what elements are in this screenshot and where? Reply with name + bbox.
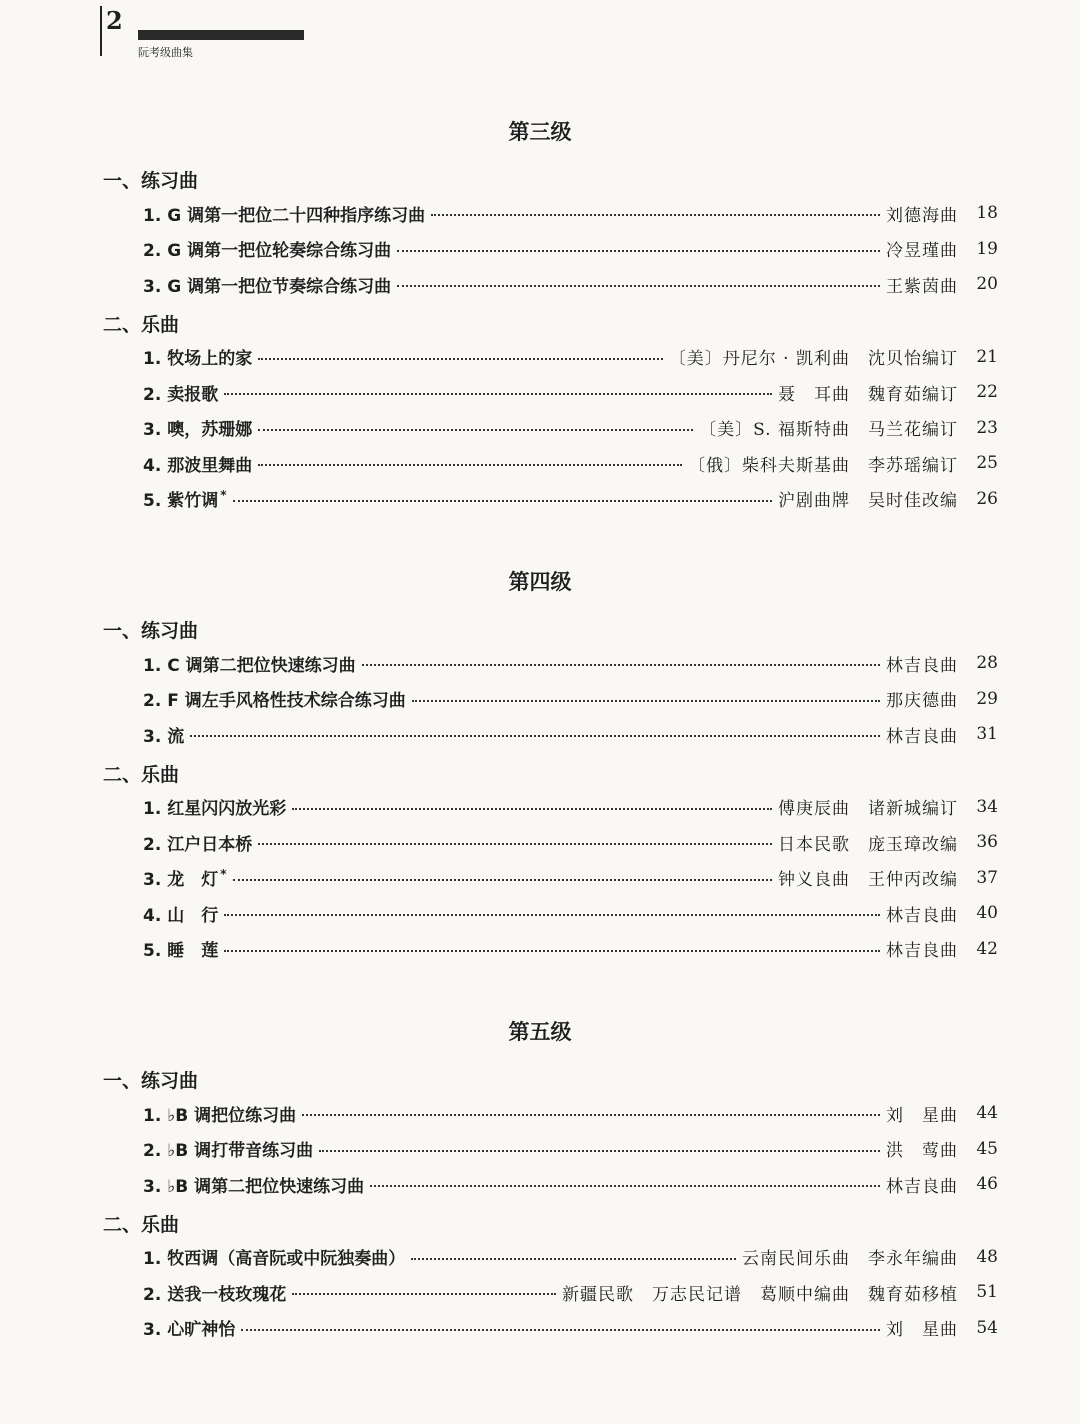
entry-credits	[886, 1101, 958, 1126]
dot-leader	[292, 1293, 556, 1295]
entry-title: 2. 江户日本桥	[143, 834, 253, 855]
credit-text: 〔美〕S. 福斯特曲	[699, 420, 850, 440]
footnote-marker: *	[220, 867, 227, 882]
category-heading: 二、乐曲	[103, 313, 180, 336]
dot-leader	[224, 914, 880, 916]
dot-leader	[233, 879, 773, 881]
credit-text: 王仲丙改编	[868, 870, 958, 890]
level-title: 第四级	[508, 570, 572, 594]
entry-credits	[699, 415, 958, 440]
credit-text: 刘 星曲	[886, 1320, 958, 1340]
dot-leader	[258, 464, 682, 466]
credit-text: 傅庚辰曲	[778, 799, 850, 819]
toc-entry[interactable]	[143, 1170, 998, 1198]
entry-credits	[669, 344, 958, 369]
entry-page-number: 21	[976, 346, 998, 367]
entry-title: 3. 流	[143, 726, 185, 747]
dot-leader	[233, 500, 773, 502]
category-heading: 一、练习曲	[103, 1070, 199, 1092]
entry-page-number: 48	[976, 1246, 998, 1267]
credit-text: 魏育茹编订	[868, 384, 958, 405]
entry-page-number: 31	[976, 724, 998, 744]
credit-text: 日本民歌	[778, 834, 850, 855]
credit-text: 〔美〕丹尼尔 · 凯利曲	[668, 349, 850, 369]
entry-page-number: 42	[976, 938, 998, 959]
entry-title: 1. 牧西调（高音阮或中阮独奏曲）	[143, 1249, 406, 1269]
toc-entry[interactable]	[143, 1278, 998, 1306]
entry-page-number: 44	[976, 1103, 998, 1123]
dot-leader	[224, 393, 772, 395]
toc-entry[interactable]	[143, 1243, 998, 1271]
credit-text: 吴时佳改编	[868, 491, 958, 511]
entry-credits	[886, 1136, 958, 1161]
toc-entry[interactable]	[143, 935, 998, 963]
toc-entry[interactable]	[143, 378, 998, 406]
credit-text: 沪剧曲牌	[778, 491, 850, 511]
entry-credits	[778, 865, 958, 890]
entry-title: 4. 那波里舞曲	[143, 455, 253, 476]
dot-leader	[258, 358, 663, 360]
credit-text: 王紫茵曲	[886, 276, 958, 297]
credit-text: 刘德海曲	[886, 205, 958, 226]
entry-page-number: 22	[976, 382, 998, 402]
entry-credits	[886, 651, 958, 676]
credit-text: 〔俄〕柴科夫斯基曲	[688, 455, 850, 476]
entry-credits	[562, 1280, 958, 1305]
credit-text: 李永年编曲	[868, 1249, 958, 1269]
dot-leader	[258, 843, 772, 845]
credit-text: 云南民间乐曲	[742, 1249, 850, 1269]
dot-leader	[397, 285, 880, 287]
header-rule	[100, 6, 102, 56]
toc-entry[interactable]	[143, 649, 998, 677]
page-number: 2	[106, 6, 123, 35]
dot-leader	[190, 735, 880, 737]
entry-page-number: 29	[976, 688, 998, 709]
entry-title: 4. 山 行	[143, 905, 219, 926]
dot-leader	[302, 1114, 880, 1116]
entry-title: 3. G 调第一把位节奏综合练习曲	[143, 276, 392, 297]
credit-text: 葛顺中编曲	[760, 1284, 850, 1305]
entry-title: 3. ♭B 调第二把位快速练习曲	[143, 1176, 365, 1197]
toc-entry[interactable]	[143, 235, 998, 263]
entry-title: 3. 心旷神怡	[143, 1320, 236, 1340]
book-title: 阮考级曲集	[138, 46, 193, 59]
entry-title: 1. ♭B 调把位练习曲	[143, 1105, 297, 1126]
entry-credits	[778, 794, 958, 819]
toc-entry[interactable]	[143, 199, 998, 227]
header-bar	[138, 30, 304, 40]
page-header	[100, 6, 240, 59]
entry-page-number: 36	[976, 832, 998, 852]
toc-entry[interactable]	[143, 1099, 998, 1127]
dot-leader	[431, 214, 880, 216]
toc-entry[interactable]	[143, 720, 998, 748]
toc-entry[interactable]	[143, 793, 998, 821]
level-title: 第五级	[508, 1020, 572, 1044]
entry-title: 1. C 调第二把位快速练习曲	[143, 655, 356, 676]
entry-credits	[886, 201, 958, 226]
entry-credits	[778, 486, 958, 511]
entry-title: 3. 噢，苏珊娜	[143, 420, 253, 440]
credit-text: 诸新城编订	[868, 799, 958, 819]
credit-text: 林吉良曲	[886, 905, 958, 926]
entry-credits	[778, 380, 958, 405]
entry-title: 2. 送我一枝玫瑰花	[143, 1284, 287, 1305]
entry-page-number: 34	[976, 796, 998, 817]
entry-page-number: 45	[976, 1138, 998, 1159]
toc-entry[interactable]	[143, 414, 998, 442]
entry-page-number: 18	[976, 203, 998, 223]
entry-title: 2. ♭B 调打带音练习曲	[143, 1141, 314, 1161]
credit-text: 那庆德曲	[886, 691, 958, 711]
entry-page-number: 25	[976, 453, 998, 473]
toc-entry[interactable]	[143, 899, 998, 927]
entry-page-number: 28	[976, 653, 998, 673]
toc-entry[interactable]	[143, 343, 998, 371]
category-heading: 一、练习曲	[103, 620, 199, 642]
entry-page-number: 19	[976, 238, 998, 259]
entry-credits	[886, 1315, 958, 1340]
entry-page-number: 51	[976, 1282, 998, 1302]
toc-entry[interactable]	[143, 1135, 998, 1163]
entry-title: 5. 睡 莲	[143, 941, 219, 961]
entry-page-number: 26	[976, 488, 998, 509]
dot-leader	[411, 1258, 736, 1260]
entry-credits	[886, 686, 958, 711]
entry-title: 1. G 调第一把位二十四种指序练习曲	[143, 205, 426, 226]
entry-title: 3. 龙 灯 *	[143, 867, 227, 890]
entry-credits	[778, 830, 958, 855]
entry-credits	[742, 1244, 958, 1269]
entry-credits	[886, 722, 958, 747]
entry-title: 2. 卖报歌	[143, 384, 219, 405]
toc-entry[interactable]	[143, 449, 998, 477]
credit-text: 林吉良曲	[886, 1176, 958, 1197]
credit-text: 庞玉璋改编	[868, 834, 958, 855]
entry-title: 5. 紫竹调 *	[143, 488, 227, 511]
credit-text: 聂 耳曲	[778, 384, 850, 405]
toc-entry[interactable]	[143, 270, 998, 298]
credit-text: 冷昱瑾曲	[886, 241, 958, 261]
credit-text: 李苏瑶编订	[868, 455, 958, 476]
entry-credits	[886, 236, 958, 261]
entry-title: 1. 牧场上的家	[143, 349, 253, 369]
dot-leader	[362, 664, 880, 666]
category-heading: 二、乐曲	[103, 763, 180, 786]
entry-credits	[886, 901, 958, 926]
entry-page-number: 23	[976, 417, 998, 438]
category-heading: 一、练习曲	[103, 170, 199, 192]
dot-leader	[319, 1150, 880, 1152]
credit-text: 沈贝怡编订	[868, 349, 958, 369]
entry-credits	[886, 272, 958, 297]
entry-credits	[886, 1172, 958, 1197]
credit-text: 洪 莺曲	[886, 1141, 958, 1161]
toc-entry[interactable]	[143, 1314, 998, 1342]
credit-text: 林吉良曲	[886, 655, 958, 676]
credit-text: 新疆民歌	[562, 1284, 634, 1305]
entry-credits	[688, 451, 958, 476]
dot-leader	[370, 1185, 880, 1187]
credit-text: 万志民记谱	[652, 1284, 742, 1305]
level-title: 第三级	[508, 120, 572, 144]
entry-page-number: 40	[976, 903, 998, 923]
credit-text: 林吉良曲	[886, 726, 958, 747]
dot-leader	[412, 700, 880, 702]
toc-entry[interactable]	[143, 828, 998, 856]
dot-leader	[397, 250, 880, 252]
credit-text: 魏育茹移植	[868, 1284, 958, 1305]
toc-entry[interactable]	[143, 485, 998, 513]
entry-page-number: 54	[976, 1317, 998, 1338]
credit-text: 林吉良曲	[886, 941, 958, 961]
entry-title: 1. 红星闪闪放光彩	[143, 799, 287, 819]
dot-leader	[258, 429, 693, 431]
dot-leader	[292, 808, 772, 810]
dot-leader	[241, 1329, 880, 1331]
footnote-marker: *	[220, 488, 227, 503]
entry-page-number: 20	[976, 274, 998, 294]
credit-text: 马兰花编订	[868, 420, 958, 440]
toc-entry[interactable]	[143, 864, 998, 892]
toc-entry[interactable]	[143, 685, 998, 713]
credit-text: 刘 星曲	[886, 1105, 958, 1126]
entry-credits	[886, 936, 958, 961]
category-heading: 二、乐曲	[103, 1213, 180, 1236]
entry-page-number: 37	[976, 867, 998, 888]
entry-title: 2. F 调左手风格性技术综合练习曲	[143, 691, 406, 711]
entry-title: 2. G 调第一把位轮奏综合练习曲	[143, 241, 392, 261]
dot-leader	[224, 950, 880, 952]
entry-page-number: 46	[976, 1174, 998, 1194]
credit-text: 钟义良曲	[778, 870, 850, 890]
